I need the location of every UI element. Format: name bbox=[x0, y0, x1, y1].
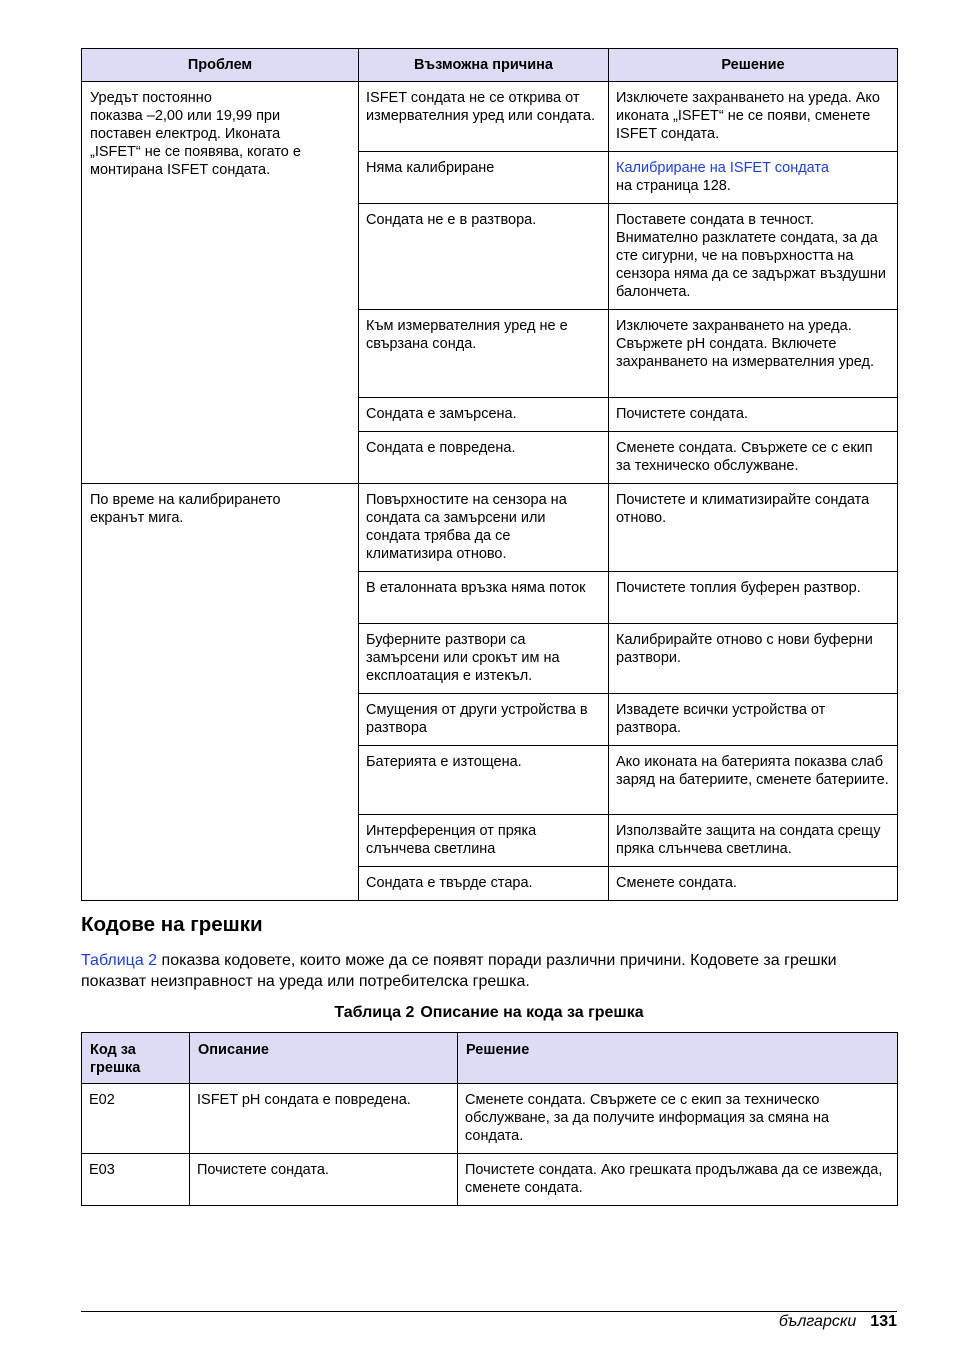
table-header-row bbox=[82, 49, 898, 82]
cause-cell: Сондата не е в разтвора. bbox=[359, 204, 609, 310]
problem-cell bbox=[82, 82, 359, 484]
solution-cell: Използвайте защита на сондата срещу пряка слънчева светлина. bbox=[609, 815, 898, 867]
table-row bbox=[82, 1084, 898, 1154]
cause-cell: В еталонната връзка няма поток bbox=[359, 572, 609, 624]
header-problem: Проблем bbox=[82, 49, 359, 82]
caption-label: Таблица 2 bbox=[334, 1004, 415, 1021]
cause-cell: Смущения от други устройства в разтвора bbox=[359, 694, 609, 746]
description-cell: ISFET pH сондата е повредена. bbox=[190, 1084, 458, 1154]
cause-cell: Повърхностите на сензора на сондата са замърсени или сондата трябва да се климатизира отново. bbox=[359, 484, 609, 572]
description-cell: Почистете сондата. bbox=[190, 1154, 458, 1206]
solution-cell: Почистете и климатизирайте сондата отново. bbox=[609, 484, 898, 572]
solution-cell: Изключете захранването на уреда. Ако иконата „ISFET“ не се появи, сменете ISFET сондата. bbox=[609, 82, 898, 152]
problem-cell bbox=[82, 484, 359, 901]
problem-line: показва –2,00 или 19,99 при bbox=[90, 108, 281, 124]
solution-cell: Почистете сондата. Ако грешката продължава да се извежда, сменете сондата. bbox=[458, 1154, 898, 1206]
intro-paragraph bbox=[81, 950, 897, 992]
solution-cell: Почистете топлия буферен разтвор. bbox=[609, 572, 898, 624]
header-solution: Решение bbox=[609, 49, 898, 82]
section-heading: Кодове на грешки bbox=[81, 913, 263, 936]
caption-title: Описание на кода за грешка bbox=[420, 1004, 644, 1021]
table-row bbox=[82, 82, 898, 152]
problem-line: поставен електрод. Иконата bbox=[90, 126, 281, 142]
problem-line: Уредът постоянно bbox=[90, 90, 212, 106]
problem-line: екранът мига. bbox=[90, 510, 184, 526]
cause-cell: Сондата е повредена. bbox=[359, 432, 609, 484]
table-caption bbox=[0, 1003, 954, 1023]
problem-line: „ISFET“ не се появява, когато е bbox=[90, 144, 301, 160]
intro-text: показва кодовете, които може да се появят поради различни причини. Кодовете за грешки показват неизправност на уреда или потребителска грешка. bbox=[81, 952, 837, 990]
problem-line: монтирана ISFET сондата. bbox=[90, 162, 271, 178]
table-row bbox=[82, 1154, 898, 1206]
solution-cell: Калибрирайте отново с нови буферни разтвори. bbox=[609, 624, 898, 694]
solution-cell: Почистете сондата. bbox=[609, 398, 898, 432]
footer-language: български bbox=[778, 1313, 857, 1330]
cause-cell: Няма калибриране bbox=[359, 152, 609, 204]
page-footer bbox=[779, 1312, 897, 1332]
table-2-link[interactable]: Таблица 2 bbox=[81, 952, 158, 969]
cause-cell: Буферните разтвори са замърсени или срокът им на експлоатация е изтекъл. bbox=[359, 624, 609, 694]
cause-cell: Интерференция от пряка слънчева светлина bbox=[359, 815, 609, 867]
table-row bbox=[82, 484, 898, 572]
cause-cell: Сондата е замърсена. bbox=[359, 398, 609, 432]
error-code-cell: E02 bbox=[82, 1084, 190, 1154]
page-number: 131 bbox=[870, 1313, 897, 1330]
solution-cell: Изключете захранването на уреда. Свържете pH сондата. Включете захранването на измервателния уред. bbox=[609, 310, 898, 398]
troubleshooting-table bbox=[81, 48, 898, 901]
solution-cell: Поставете сондата в течност. Внимателно разклатете сондата, за да сте сигурни, че на повърхността на сензора няма да се задържат въздушни балончета. bbox=[609, 204, 898, 310]
header-solution: Решение bbox=[458, 1033, 898, 1084]
solution-cell bbox=[609, 152, 898, 204]
solution-cell: Сменете сондата. bbox=[609, 867, 898, 901]
solution-cell: Извадете всички устройства от разтвора. bbox=[609, 694, 898, 746]
header-description: Описание bbox=[190, 1033, 458, 1084]
footer-divider bbox=[81, 1311, 897, 1312]
cause-cell: Към измервателния уред не е свързана сонда. bbox=[359, 310, 609, 398]
error-codes-table bbox=[81, 1032, 898, 1206]
page-reference: на страница 128. bbox=[616, 178, 731, 194]
error-code-cell: E03 bbox=[82, 1154, 190, 1206]
cause-cell: ISFET сондата не се открива от измервателния уред или сондата. bbox=[359, 82, 609, 152]
solution-cell: Сменете сондата. Свържете се с екип за техническо обслужване. bbox=[609, 432, 898, 484]
header-cause: Възможна причина bbox=[359, 49, 609, 82]
table-header-row bbox=[82, 1033, 898, 1084]
cause-cell: Сондата е твърде стара. bbox=[359, 867, 609, 901]
calibration-link[interactable]: Калибриране на ISFET сондата bbox=[616, 160, 829, 176]
header-error-code: Код за грешка bbox=[82, 1033, 190, 1084]
solution-cell: Сменете сондата. Свържете се с екип за техническо обслужване, за да получите информация за смяна на сондата. bbox=[458, 1084, 898, 1154]
solution-cell: Ако иконата на батерията показва слаб заряд на батериите, сменете батериите. bbox=[609, 746, 898, 815]
problem-line: По време на калибрирането bbox=[90, 492, 281, 508]
cause-cell: Батерията е изтощена. bbox=[359, 746, 609, 815]
